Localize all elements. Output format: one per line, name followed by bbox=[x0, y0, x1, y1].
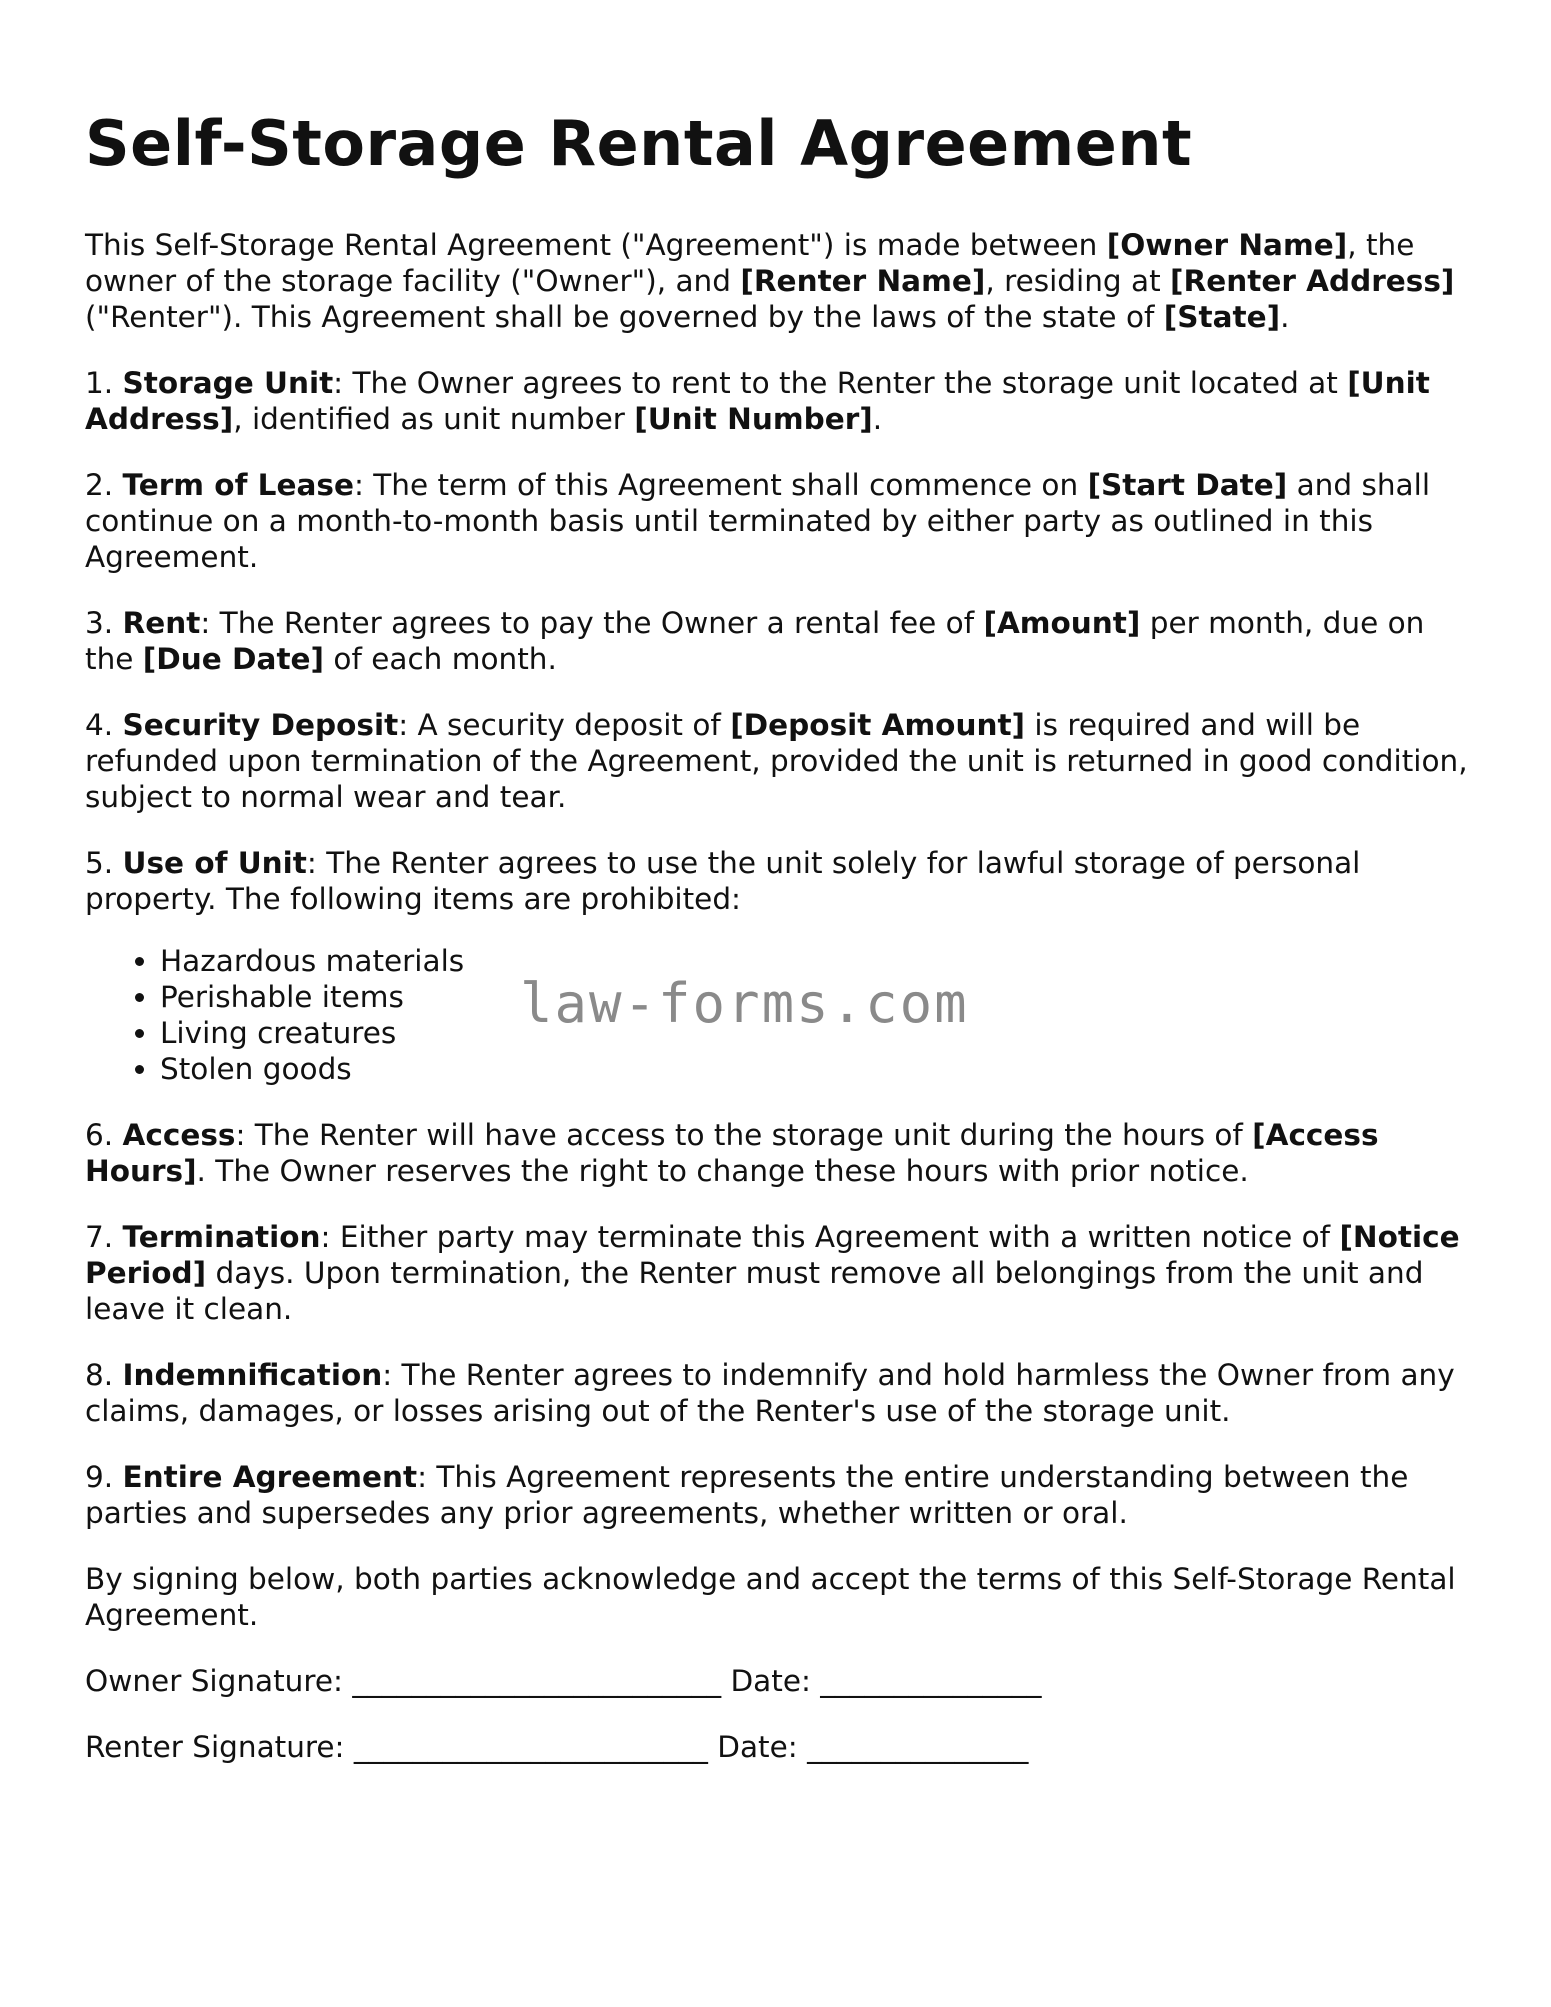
document-title: Self-Storage Rental Agreement bbox=[85, 107, 1193, 180]
list-item: • Hazardous materials bbox=[160, 943, 1475, 979]
renter-address-placeholder: [Renter Address] bbox=[1170, 264, 1455, 298]
deposit-amount-placeholder: [Deposit Amount] bbox=[730, 708, 1026, 742]
section-use-of-unit: 5. Use of Unit: The Renter agrees to use the unit solely for lawful storage of personal property. The following items are prohibited: bbox=[85, 846, 1361, 916]
section-heading: Security Deposit bbox=[122, 708, 399, 742]
agreement-document bbox=[85, 105, 1475, 1795]
watermark: law-forms.com bbox=[520, 972, 969, 1035]
list-item: • Living creatures bbox=[160, 1015, 1475, 1051]
renter-signature-line: Renter Signature: ________________________ Date: _______________ bbox=[85, 1730, 1029, 1764]
access-hours-placeholder: [Access Hours] bbox=[85, 1118, 1379, 1188]
owner-name-placeholder: [Owner Name] bbox=[1106, 228, 1348, 262]
section-heading: Indemnification bbox=[122, 1358, 383, 1392]
list-item: • Perishable items bbox=[160, 979, 1475, 1015]
section-heading: Entire Agreement bbox=[122, 1460, 418, 1494]
section-heading: Storage Unit bbox=[122, 366, 334, 400]
section-rent: 3. Rent: The Renter agrees to pay the Owner a rental fee of [Amount] per month, due on the [Due Date] of each month. bbox=[85, 606, 1425, 676]
owner-signature-line: Owner Signature: _________________________ Date: _______________ bbox=[85, 1664, 1042, 1698]
state-placeholder: [State] bbox=[1163, 300, 1281, 334]
section-heading: Rent bbox=[122, 606, 201, 640]
renter-name-placeholder: [Renter Name] bbox=[740, 264, 986, 298]
unit-number-placeholder: [Unit Number] bbox=[634, 402, 873, 436]
start-date-placeholder: [Start Date] bbox=[1087, 468, 1288, 502]
section-access: 6. Access: The Renter will have access to the storage unit during the hours of [Access Hours]. The Owner reserves the right to change these hours with prior notice. bbox=[85, 1118, 1379, 1188]
section-heading: Access bbox=[122, 1118, 236, 1152]
section-security-deposit: 4. Security Deposit: A security deposit of [Deposit Amount] is required and will be refunded upon termination of the Agreement, provided the unit is returned in good condition, subject to normal wear and tear. bbox=[85, 708, 1468, 814]
intro-paragraph: This Self-Storage Rental Agreement ("Agreement") is made between [Owner Name], the owner of the storage facility ("Owner"), and [Renter Name], residing at [Renter Address] ("Renter"). This Agreement shall be governed by the laws of the state of [State]. bbox=[85, 228, 1455, 334]
list-item: • Stolen goods bbox=[160, 1051, 1475, 1087]
section-indemnification: 8. Indemnification: The Renter agrees to indemnify and hold harmless the Owner from any claims, damages, or losses arising out of the Renter's use of the storage unit. bbox=[85, 1358, 1455, 1428]
section-termination: 7. Termination: Either party may terminate this Agreement with a written notice of [Notice Period] days. Upon termination, the Renter must remove all belongings from the unit and leave it clean. bbox=[85, 1220, 1460, 1326]
section-heading: Termination bbox=[122, 1220, 321, 1254]
closing-paragraph: By signing below, both parties acknowledge and accept the terms of this Self-Storage Rental Agreement. bbox=[85, 1562, 1456, 1632]
section-entire-agreement: 9. Entire Agreement: This Agreement represents the entire understanding between the parties and supersedes any prior agreements, whether written or oral. bbox=[85, 1460, 1409, 1530]
section-heading: Use of Unit bbox=[122, 846, 307, 880]
section-heading: Term of Lease bbox=[122, 468, 354, 502]
amount-placeholder: [Amount] bbox=[983, 606, 1141, 640]
unit-address-placeholder: [Unit Address] bbox=[85, 366, 1430, 436]
notice-period-placeholder: [Notice Period] bbox=[85, 1220, 1460, 1290]
section-term-of-lease: 2. Term of Lease: The term of this Agreement shall commence on [Start Date] and shall continue on a month-to-month basis until terminated by either party as outlined in this Agreement. bbox=[85, 468, 1431, 574]
due-date-placeholder: [Due Date] bbox=[142, 642, 325, 676]
section-storage-unit: 1. Storage Unit: The Owner agrees to rent to the Renter the storage unit located at [Unit Address], identified as unit number [Unit Number]. bbox=[85, 366, 1430, 436]
